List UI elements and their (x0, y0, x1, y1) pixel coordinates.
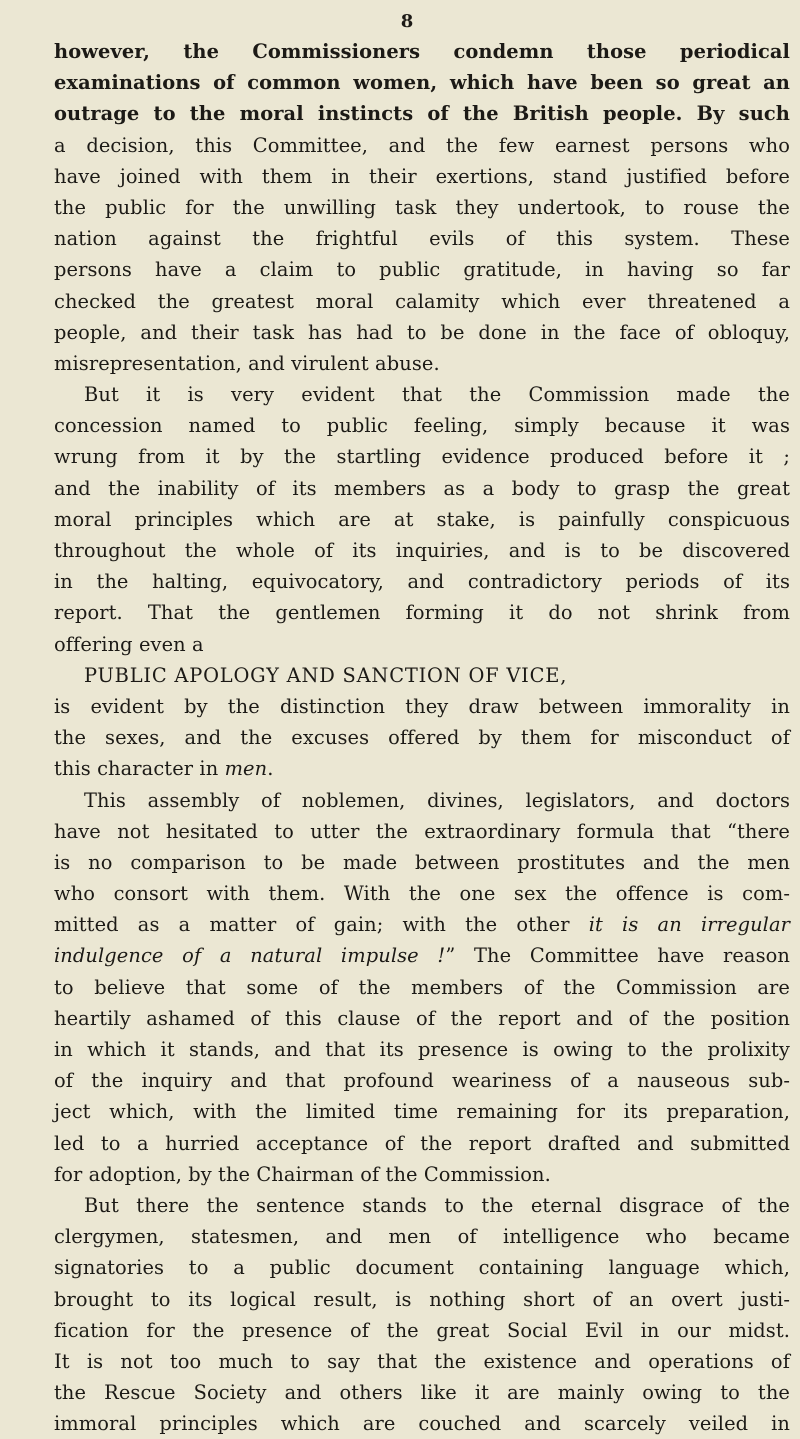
text-line (54, 379, 790, 410)
line-text: immoral principles which are couched and scarcely veiled in (54, 1412, 790, 1436)
line-text: checked the greatest moral calamity which ever threatened a (54, 289, 790, 313)
text-line (54, 1096, 790, 1127)
text-line (54, 1221, 790, 1252)
text-line (54, 473, 790, 504)
line-text: to believe that some of the members of the Commission are (54, 975, 790, 999)
text-line (54, 1252, 790, 1283)
line-text: ject which, with the limited time remaining for its preparation, (54, 1100, 790, 1124)
text-line (54, 816, 790, 847)
text-line (54, 1128, 790, 1159)
text-line (54, 972, 790, 1003)
text-line (54, 348, 790, 379)
line-text: concession named to public feeling, simply because it was (54, 414, 790, 438)
line-text: brought to its logical result, is nothing short of an overt justi- (54, 1287, 790, 1311)
line-text: persons have a claim to public gratitude, in having so far (54, 258, 790, 282)
text-line (54, 1034, 790, 1065)
text-line (54, 691, 790, 722)
emphasis-text: it is an irregular (588, 913, 791, 937)
line-text: this character in (54, 757, 225, 781)
line-text: who consort with them. With the one sex the offence is com- (54, 882, 790, 906)
line-text: heartily ashamed of this clause of the report and of the position (54, 1006, 790, 1030)
line-text: mitted as a matter of gain; with the other (54, 913, 589, 937)
line-text: is no comparison to be made between prostitutes and the men (54, 850, 790, 874)
line-text: however, the Commissioners condemn those periodical (54, 40, 790, 63)
line-text: offering even a (54, 632, 204, 656)
text-line (54, 535, 790, 566)
line-text: nation against the frightful evils of this system. These (54, 227, 790, 251)
text-line (54, 504, 790, 535)
line-text: examinations of common women, which have been so great an (54, 71, 790, 95)
text-line (54, 1315, 790, 1346)
line-text: It is not too much to say that the existence and operations of (54, 1349, 790, 1373)
line-text: But there the sentence stands to the eternal disgrace of the (84, 1193, 790, 1217)
line-text: fication for the presence of the great Social Evil in our midst. (54, 1318, 790, 1342)
line-text: in which it stands, and that its presence is owing to the prolixity (54, 1038, 790, 1061)
line-text: PUBLIC APOLOGY AND SANCTION OF VICE, (84, 663, 568, 687)
line-text: wrung from it by the startling evidence produced before it ; (54, 445, 790, 469)
text-line (54, 36, 790, 67)
text-line (54, 940, 790, 971)
text-line (54, 410, 790, 441)
text-line (54, 1065, 790, 1096)
text-line (54, 67, 790, 98)
line-text: have not hesitated to utter the extraordinary formula that “there (54, 819, 790, 843)
text-line (54, 878, 790, 909)
text-line (54, 1190, 790, 1221)
line-text: report. That the gentlemen forming it do not shrink from (54, 601, 790, 625)
line-text: a decision, this Committee, and the few earnest persons who (54, 133, 790, 157)
line-text: of the inquiry and that profound weariness of a nauseous sub- (54, 1069, 790, 1093)
text-line (54, 1377, 790, 1408)
text-line (54, 1159, 790, 1190)
line-text: is evident by the distinction they draw between immorality in (54, 694, 790, 718)
text-line (54, 1408, 790, 1439)
line-text: moral principles which are at stake, is painfully conspicuous (54, 507, 790, 531)
line-text: This assembly of noblemen, divines, legislators, and doctors (84, 788, 790, 812)
text-line (54, 254, 790, 285)
text-line (54, 1346, 790, 1377)
text-line (54, 847, 790, 878)
line-text: the public for the unwilling task they undertook, to rouse the (54, 195, 790, 219)
line-text: But it is very evident that the Commission made the (84, 383, 790, 407)
text-line (54, 566, 790, 597)
text-line (54, 629, 790, 660)
text-line (54, 441, 790, 472)
line-text: misrepresentation, and virulent abuse. (54, 351, 440, 375)
text-line (54, 909, 790, 940)
text-line (54, 1003, 790, 1034)
line-text: the Rescue Society and others like it are mainly owing to the (54, 1381, 790, 1405)
line-text: the sexes, and the excuses offered by them for misconduct of (54, 726, 790, 750)
section-heading (54, 660, 790, 691)
text-line (54, 98, 790, 129)
text-line (54, 317, 790, 348)
line-text: throughout the whole of its inquiries, and is to be discovered (54, 539, 790, 562)
text-line (54, 192, 790, 223)
text-line (54, 130, 790, 161)
text-line (54, 785, 790, 816)
text-line (54, 286, 790, 317)
line-text: for adoption, by the Chairman of the Commission. (54, 1162, 551, 1186)
text-line (54, 223, 790, 254)
line-text: signatories to a public document containing language which, (54, 1256, 790, 1280)
line-text: clergymen, statesmen, and men of intelligence who became (54, 1225, 790, 1249)
page-number: 8 (400, 11, 414, 32)
text-line (54, 161, 790, 192)
text-line (54, 722, 790, 753)
text-line (54, 753, 790, 784)
line-text: in the halting, equivocatory, and contradictory periods of its (54, 570, 790, 594)
line-text-tail: ” The Committee have reason (445, 944, 790, 968)
line-text: led to a hurried acceptance of the report drafted and submitted (54, 1131, 790, 1155)
text-line (54, 1284, 790, 1315)
emphasis-text: indulgence of a natural impulse ! (54, 944, 446, 968)
line-text: have joined with them in their exertions, stand justified before (54, 164, 790, 188)
line-text: outrage to the moral instincts of the British people. By such (54, 102, 790, 126)
line-text: and the inability of its members as a body to grasp the great (54, 476, 790, 500)
text-line (54, 597, 790, 628)
line-text: people, and their task has had to be done in the face of obloquy, (54, 320, 790, 344)
emphasis-text: men (224, 757, 268, 781)
body-text (54, 36, 790, 1439)
line-text-tail: . (267, 757, 274, 781)
